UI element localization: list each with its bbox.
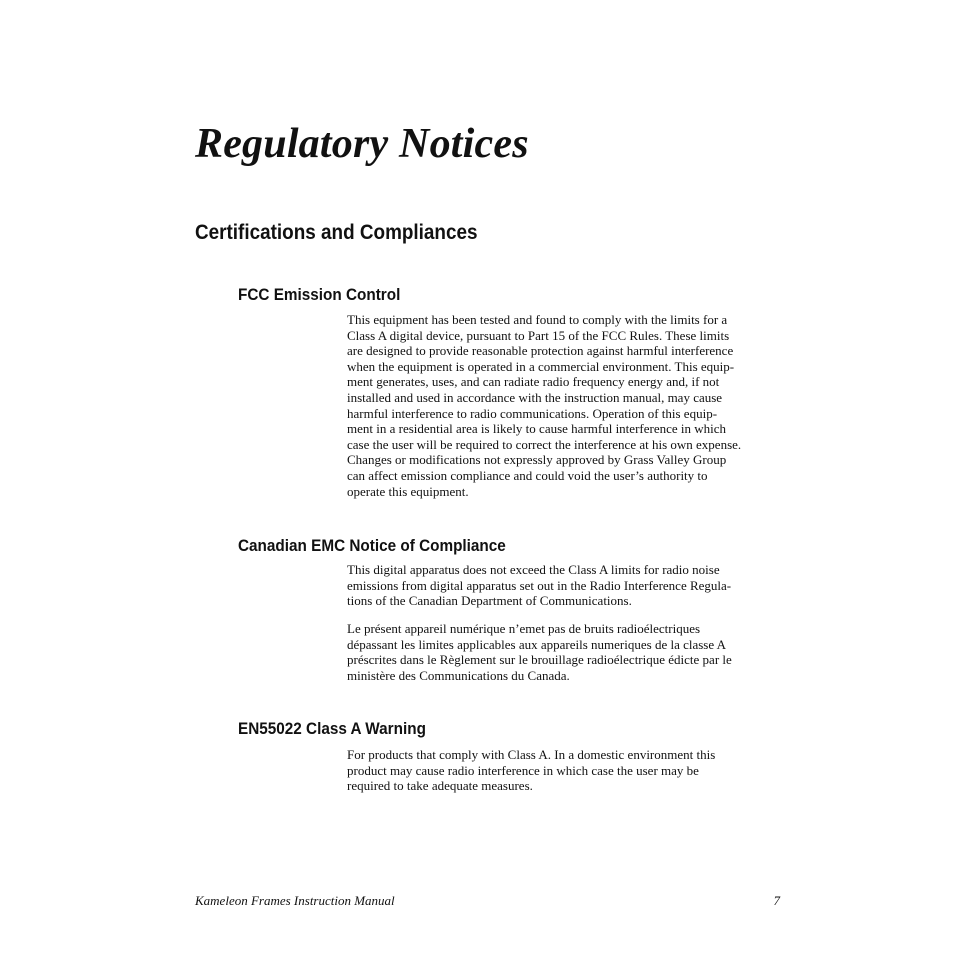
text-line: For products that comply with Class A. In a domestic environment this: [347, 747, 716, 762]
text-line: emissions from digital apparatus set out in the Radio Interference Regula-: [347, 577, 732, 593]
en55022-paragraph: [347, 747, 783, 794]
text-line: required to take adequate measures.: [347, 778, 533, 794]
text-line: installed and used in accordance with the instruction manual, may cause: [347, 389, 723, 405]
text-line: This equipment has been tested and found to comply with the limits for a: [347, 312, 728, 327]
text-line: dépassant les limites applicables aux appareils numeriques de la classe A: [347, 636, 727, 652]
text-line: ment in a residential area is likely to cause harmful interference in which: [347, 421, 727, 437]
text-line: when the equipment is operated in a commercial environment. This equip-: [347, 358, 735, 374]
fcc-heading: FCC Emission Control: [238, 285, 401, 304]
footer-manual-title: Kameleon Frames Instruction Manual: [195, 893, 395, 908]
text-line: préscrites dans le Règlement sur le brouillage radioélectrique édicte par le: [347, 652, 732, 668]
text-line: harmful interference to radio communications. Operation of this equip-: [347, 405, 718, 421]
text-line: product may cause radio interference in which case the user may be: [347, 762, 699, 778]
text-line: ment generates, uses, and can radiate radio frequency energy and, if not: [347, 374, 720, 390]
text-line: case the user will be required to correct the interference at his own expense.: [347, 436, 742, 452]
chapter-title: Regulatory Notices: [195, 121, 529, 167]
text-line: tions of the Canadian Department of Communications.: [347, 593, 632, 609]
canadian-paragraph-english: [347, 562, 783, 609]
text-line: can affect emission compliance and could void the user’s authority to: [347, 467, 708, 483]
footer-page-number: 7: [773, 893, 780, 908]
fcc-paragraph: [347, 312, 783, 499]
canadian-heading: Canadian EMC Notice of Compliance: [238, 536, 506, 555]
en55022-heading: EN55022 Class A Warning: [238, 719, 426, 738]
canadian-paragraph-french: [347, 621, 783, 683]
text-line: are designed to provide reasonable protection against harmful interference: [347, 343, 734, 359]
text-line: operate this equipment.: [347, 483, 469, 499]
section-title: Certifications and Compliances: [195, 221, 478, 244]
text-line: This digital apparatus does not exceed the Class A limits for radio noise: [347, 562, 720, 577]
text-line: Le présent appareil numérique n’emet pas de bruits radioélectriques: [347, 621, 701, 636]
text-line: Changes or modifications not expressly approved by Grass Valley Group: [347, 452, 727, 468]
text-line: ministère des Communications du Canada.: [347, 667, 570, 683]
text-line: Class A digital device, pursuant to Part 15 of the FCC Rules. These limits: [347, 327, 730, 343]
